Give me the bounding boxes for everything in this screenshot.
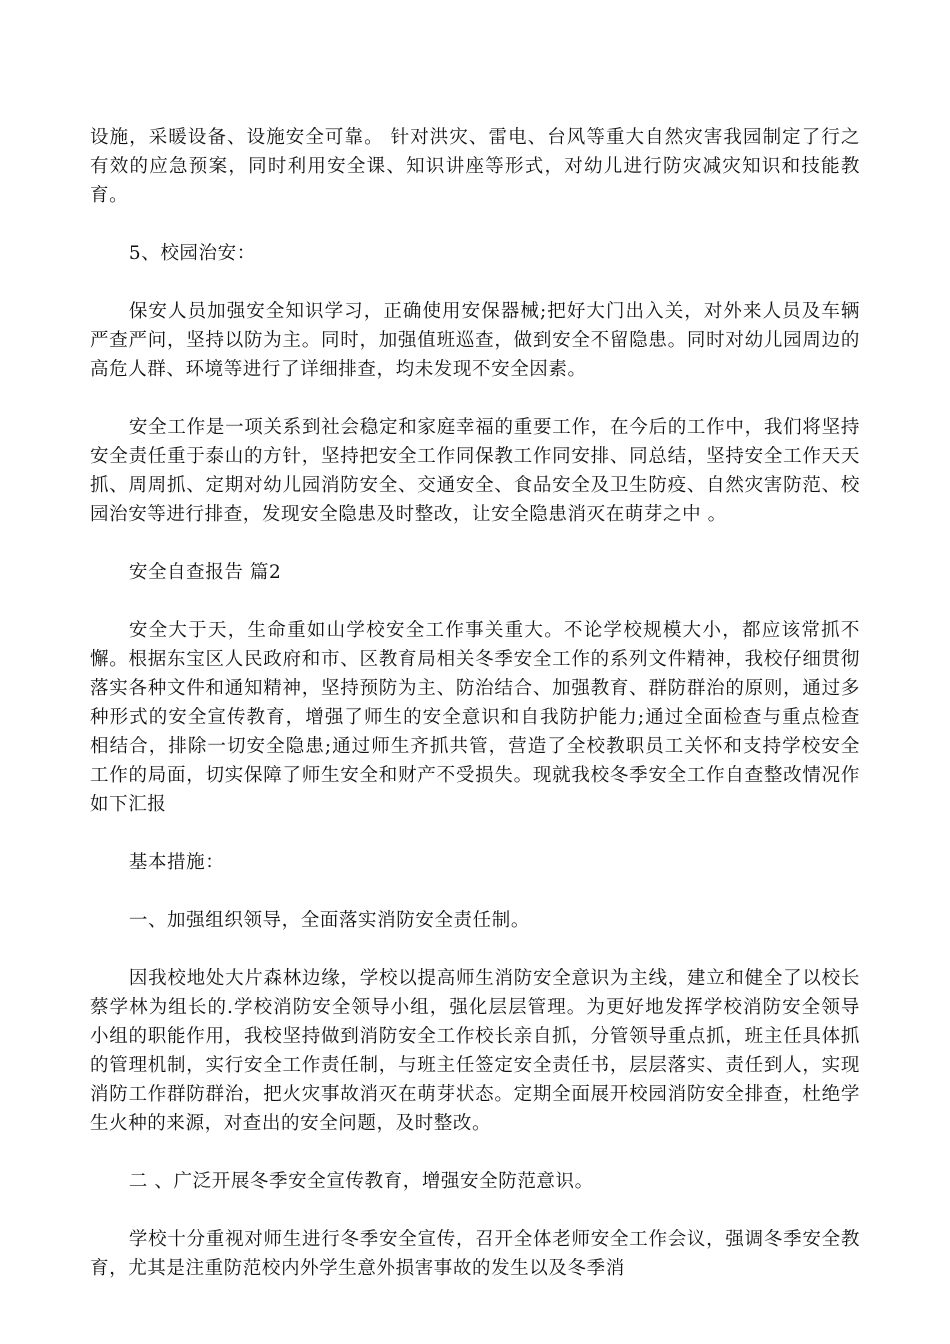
heading-campus-security: 5、校园治安： bbox=[128, 243, 256, 264]
paragraph-security-staff: 保安人员加强安全知识学习，正确使用安保器械;把好大门出入关，对外来人员及车辆严查严问，坚持以防为主。同时，加强值班巡查，做到安全不留隐患。同时对幼儿园周边的高危人群、环境等进行了详细排查，均未发现不安全因素。 bbox=[90, 301, 860, 380]
document-page bbox=[90, 123, 860, 1312]
paragraph-fire-safety: 因我校地处大片森林边缘，学校以提高师生消防安全意识为主线，建立和健全了以校长蔡学林为组长的.学校消防安全领导小组，强化层层管理。为更好地发挥学校消防安全领导小组的职能作用，我校坚持做到消防安全工作校长亲自抓，分管领导重点抓，班主任具体抓的管理机制，实行安全工作责任制，与班主任签定安全责任书，层层落实、责任到人，实现消防工作群防群治，把火灾事故消灭在萌芽状态。定期全面展开校园消防安全排查，杜绝学生火种的来源，对查出的安全问题，及时整改。 bbox=[90, 968, 860, 1134]
heading-report-part-2: 安全自查报告 篇2 bbox=[128, 562, 282, 583]
heading-measure-2: 二 、广泛开展冬季安全宣传教育，增强安全防范意识。 bbox=[128, 1171, 594, 1192]
paragraph-report-intro: 安全大于天，生命重如山学校安全工作事关重大。不论学校规模大小，都应该常抓不懈。根据东宝区人民政府和市、区教育局相关冬季安全工作的系列文件精神，我校仔细贯彻落实各种文件和通知精神，坚持预防为主、防治结合、加强教育、群防群治的原则，通过多种形式的安全宣传教育，增强了师生的安全意识和自我防护能力;通过全面检查与重点检查相结合，排除一切安全隐患;通过师生齐抓共管，营造了全校教职员工关怀和支持学校安全工作的局面，切实保障了师生安全和财产不受损失。现就我校冬季安全工作自查整改情况作如下汇报 bbox=[90, 620, 860, 815]
paragraph-safety-summary: 安全工作是一项关系到社会稳定和家庭幸福的重要工作，在今后的工作中，我们将坚持安全责任重于泰山的方针，坚持把安全工作同保教工作同安排、同总结，坚持安全工作天天抓、周周抓、定期对幼儿园消防安全、交通安全、食品安全及卫生防疫、自然灾害防范、校园治安等进行排查，发现安全隐患及时整改，让安全隐患消灭在萌芽之中 。 bbox=[90, 417, 860, 525]
paragraph-winter-education: 学校十分重视对师生进行冬季安全宣传，召开全体老师安全工作会议，强调冬季安全教育，尤其是注重防范校内外学生意外损害事故的发生以及冬季消 bbox=[90, 1229, 860, 1279]
heading-measure-1: 一、加强组织领导，全面落实消防安全责任制。 bbox=[128, 910, 530, 931]
heading-basic-measures: 基本措施： bbox=[128, 852, 225, 873]
paragraph-facilities-continued: 设施，采暖设备、设施安全可靠。 针对洪灾、雷电、台风等重大自然灾害我园制定了行之有效的应急预案，同时利用安全课、知识讲座等形式，对幼儿进行防灾减灾知识和技能教育。 bbox=[90, 127, 860, 206]
